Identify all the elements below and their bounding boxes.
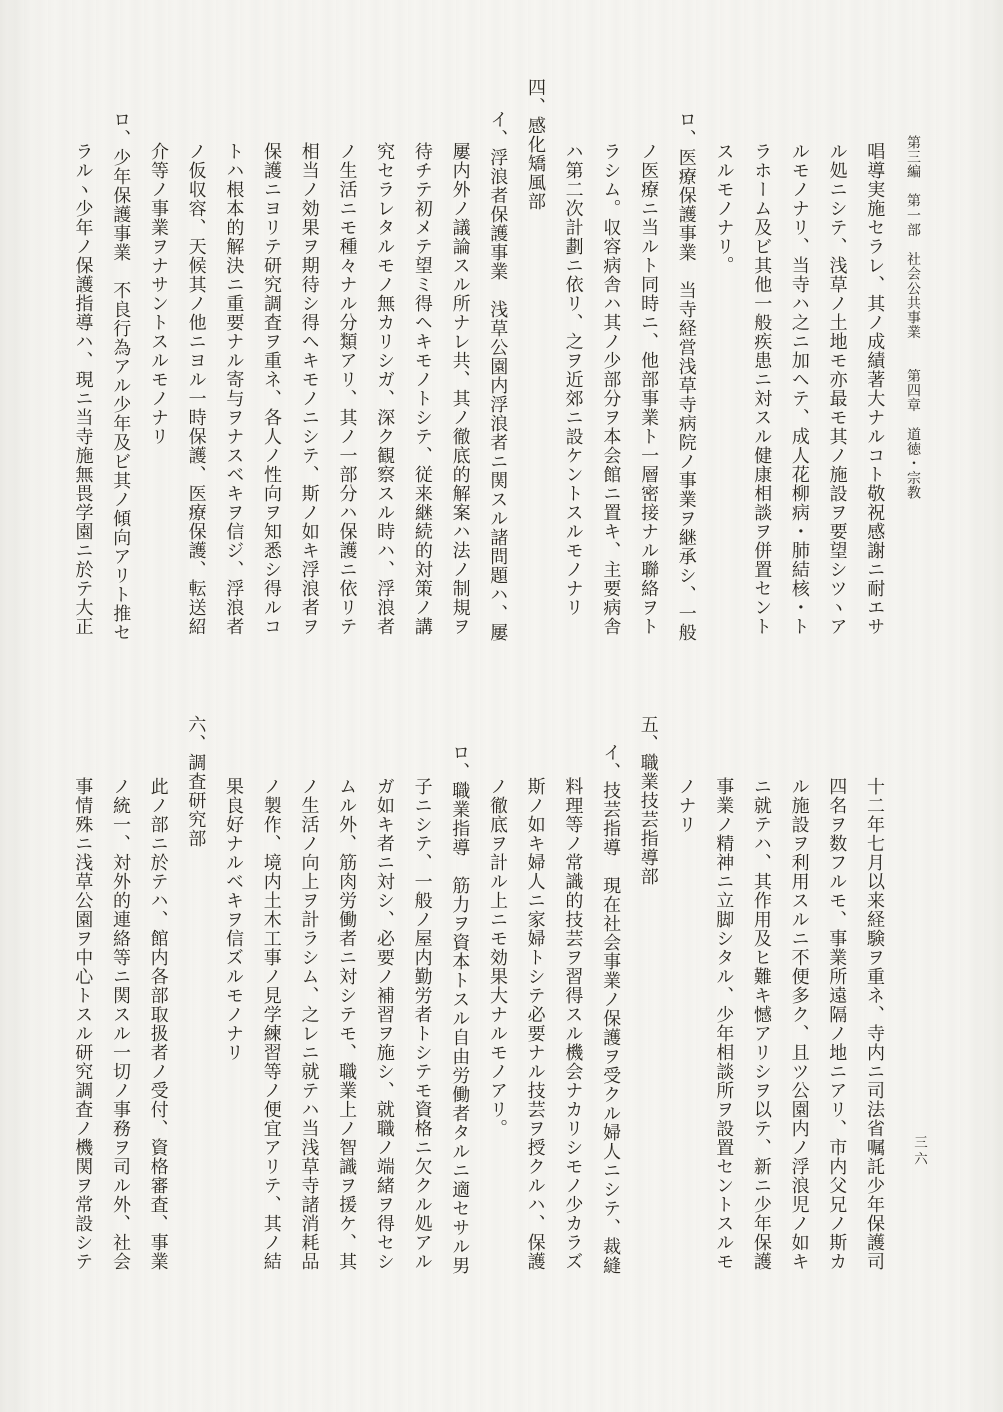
text-column-body: 事情殊ニ浅草公園ヲ中心トスル研究調査ノ機関ヲ常設シテ: [72, 777, 94, 1271]
text-column-body: ル施設ヲ利用スルニ不便多ク、且ツ公園内ノ浮浪児ノ如キ: [788, 777, 810, 1271]
text-column-body: 四名ヲ数フルモ、事業所遠隔ノ地ニアリ、市内父兄ノ斯カ: [826, 777, 848, 1271]
text-column-body: 子ニシテ、一般ノ屋内勤労者トシテモ資格ニ欠クル処アル: [411, 777, 433, 1271]
text-column-item: イ、浮浪者保護事業 浅草公園内浮浪者ニ関スル諸問題ハ、屢: [487, 110, 509, 642]
text-column-item: ロ、医療保護事業 当寺経営浅草寺病院ノ事業ヲ継承シ、一般: [675, 110, 697, 642]
text-column-body: ノ仮収容、天候其ノ他ニヨル一時保護、医療保護、転送紹: [185, 142, 207, 636]
text-column-body: 待チテ初メテ望ミ得ヘキモノトシテ、従来継続的対策ノ講: [411, 142, 433, 636]
text-column-body: 保護ニヨリテ研究調査ヲ重ネ、各人ノ性向ヲ知悉シ得ルコ: [261, 142, 283, 636]
text-column-body: ノナリ: [675, 777, 697, 834]
text-column-body: ル処ニシテ、浅草ノ土地モ亦最モ其ノ施設ヲ要望シツヽア: [826, 142, 848, 636]
text-column-section: 四、感化矯風部: [524, 78, 546, 211]
text-column-body: 唱導実施セラレ、其ノ成績著大ナルコト敬祝感謝ニ耐エサ: [864, 142, 886, 636]
text-column-body: ノ生活ニモ種々ナル分類アリ、其ノ一部分ハ保護ニ依リテ: [336, 142, 358, 636]
text-column-body: ラシム。収容病舎ハ其ノ少部分ヲ本会館ニ置キ、主要病舎: [600, 142, 622, 636]
text-column-body: スルモノナリ。: [713, 142, 735, 275]
text-column-section: 六、調査研究部: [185, 715, 207, 848]
text-block-bottom: [64, 715, 893, 1275]
text-column-body: 十二年七月以来経験ヲ重ネ、寺内ニ司法省嘱託少年保護司: [864, 777, 885, 1271]
text-column-item: ロ、職業指導 筋力ヲ資本トスル自由労働者タルニ適セサル男: [449, 743, 471, 1275]
text-column-body: 究セラレタルモノ無カリシガ、深ク観察スル時ハ、浮浪者: [374, 142, 396, 636]
text-column-body: ノ統一、対外的連絡等ニ関スル一切ノ事務ヲ司ル外、社会: [109, 777, 131, 1271]
text-column-body: ハ第二次計劃ニ依リ、之ヲ近郊ニ設ケントスルモノナリ: [562, 142, 584, 617]
text-column-body: 此ノ部ニ於テハ、館内各部取扱者ノ受付、資格審査、事業: [147, 777, 169, 1271]
text-column-body: ノ徹底ヲ計ル上ニモ効果大ナルモノアリ。: [486, 777, 508, 1138]
text-column-body: 果良好ナルベキヲ信ズルモノナリ: [223, 777, 245, 1062]
text-column-header: 第三編 第一部 社会公共事業 第四章 道徳・宗教: [905, 135, 921, 500]
text-column-item: ロ、少年保護事業 不良行為アル少年及ビ其ノ傾向アリト推セ: [110, 110, 132, 642]
text-column-body: 料理等ノ常識的技芸ヲ習得スル機会ナカリシモノ少カラズ: [562, 777, 584, 1271]
text-column-body: ノ医療ニ当ルト同時ニ、他部事業ト一層密接ナル聯絡ヲト: [638, 142, 660, 636]
text-column-item: イ、技芸指導 現在社会事業ノ保護ヲ受クル婦人ニシテ、裁縫: [600, 743, 622, 1275]
text-column-body: ニ就テハ、其作用及ヒ難キ憾アリシヲ以テ、新ニ少年保護: [750, 777, 772, 1271]
text-column-body: 相当ノ効果ヲ期待シ得ヘキモノニシテ、斯ノ如キ浮浪者ヲ: [298, 142, 320, 636]
text-column-body: ルモノナリ、当寺ハ之ニ加ヘテ、成人花柳病・肺結核・ト: [788, 142, 810, 636]
text-column-section: 五、職業技芸指導部: [637, 715, 659, 886]
text-column-body: ノ製作、境内土木工事ノ見学練習等ノ便宜アリテ、其ノ結: [260, 777, 282, 1271]
text-block-top: [64, 78, 931, 642]
text-column-body: ラホーム及ビ其他一般疾患ニ対スル健康相談ヲ併置セント: [751, 142, 773, 636]
text-column-body: ムル外、筋肉労働者ニ対シテモ、職業上ノ智識ヲ援ケ、其: [336, 777, 358, 1271]
text-column-body: 屢内外ノ議論スル所ナレ共、其ノ徹底的解案ハ法ノ制規ヲ: [449, 142, 471, 636]
text-column-body: ガ如キ者ニ対シ、必要ノ補習ヲ施シ、就職ノ端緒ヲ得セシ: [373, 777, 395, 1271]
text-column-body: 介等ノ事業ヲナサントスルモノナリ: [147, 142, 169, 446]
text-column-body: トハ根本的解決ニ重要ナル寄与ヲナスベキヲ信ジ、浮浪者: [223, 142, 245, 636]
text-column-body: 事業ノ精神ニ立脚シタル、少年相談所ヲ設置セントスルモ: [713, 777, 735, 1271]
text-column-body: ノ生活ノ向上ヲ計ラシム、之レニ就テハ当浅草寺諸消耗品: [298, 777, 320, 1271]
text-column-body: ラルヽ少年ノ保護指導ハ、現ニ当寺施無畏学園ニ於テ大正: [72, 142, 94, 636]
page-number: 三六: [911, 1135, 927, 1168]
text-column-body: 斯ノ如キ婦人ニ家婦トシテ必要ナル技芸ヲ授クルハ、保護: [524, 777, 546, 1271]
